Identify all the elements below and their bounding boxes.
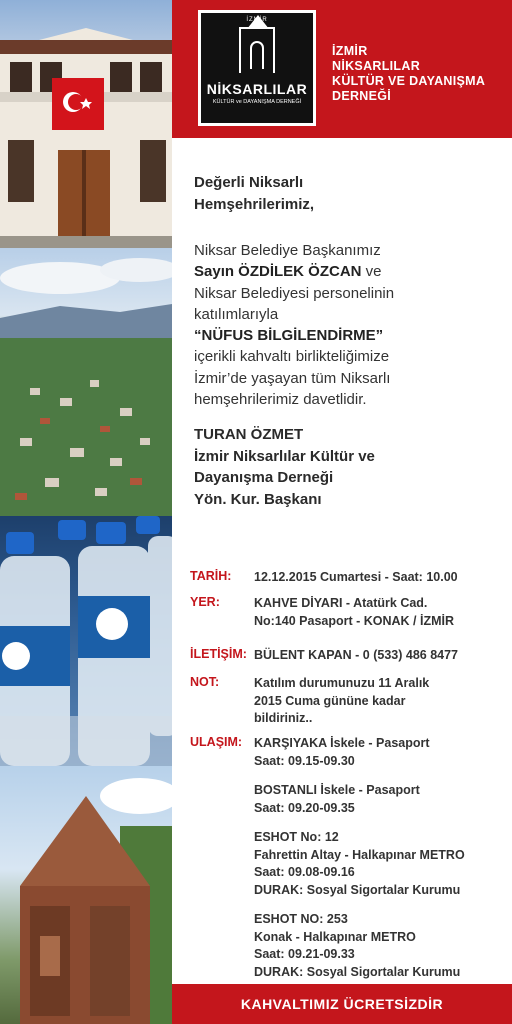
date-value: 12.12.2015 Cumartesi - Saat: 10.00	[254, 570, 458, 584]
message-line: içerikli kahvaltı birlikteliğimize	[194, 348, 390, 366]
message-line: hemşehrilerimiz davetlidir.	[194, 391, 367, 409]
greeting-line: Hemşehrilerimiz,	[194, 196, 315, 213]
historic-tomb-photo	[0, 766, 172, 1024]
note-line: Katılım durumunuzu 11 Aralık	[254, 676, 430, 690]
contact-value: BÜLENT KAPAN - 0 (533) 486 8477	[254, 648, 459, 662]
signer-org: İzmir Niksarlılar Kültür ve	[194, 447, 375, 465]
transport-line: ESHOT No: 12	[254, 830, 339, 844]
message-line	[194, 261, 504, 282]
location-line: No:140 Pasaport - KONAK / İZMİR	[254, 613, 455, 628]
organization-name	[332, 44, 508, 104]
signature-block	[194, 424, 504, 510]
transport-line: KARŞIYAKA İskele - Pasaport	[254, 736, 430, 750]
message-line: Niksar Belediyesi personelinin	[194, 284, 395, 302]
transport-line: Saat: 09.21-09.33	[254, 947, 355, 961]
greeting-line: Değerli Niksarlı	[194, 174, 304, 191]
transport-line: DURAK: Sosyal Sigortalar Kurumu	[254, 882, 461, 897]
invitation-message	[194, 240, 504, 410]
org-line: KÜLTÜR VE DAYANIŞMA	[332, 74, 486, 88]
message-line: katılımlarıyla	[194, 305, 279, 323]
message-line: İzmir’de yaşayan tüm Niksarlı	[194, 369, 391, 387]
transport-line: BOSTANLI İskele - Pasaport	[254, 783, 420, 797]
note-label: NOT:	[190, 675, 220, 689]
building-photo	[0, 0, 172, 248]
greeting	[194, 172, 504, 216]
header-banner	[172, 0, 512, 138]
association-logo	[198, 10, 316, 126]
event-title: “NÜFUS BİLGİLENDİRME”	[194, 327, 384, 345]
signer-name: TURAN ÖZMET	[194, 426, 304, 444]
transport-label: ULAŞIM:	[190, 735, 243, 749]
org-line: DERNEĞİ	[332, 89, 392, 103]
transport-line: ESHOT NO: 253	[254, 912, 348, 926]
transport-line: Saat: 09.08-09.16	[254, 865, 355, 879]
message-line: Niksar Belediye Başkanımız	[194, 242, 381, 259]
transport-line: Saat: 09.20-09.35	[254, 800, 355, 815]
transport-line: DURAK: Sosyal Sigortalar Kurumu	[254, 964, 461, 979]
transport-line: Konak - Halkapınar METRO	[254, 929, 416, 944]
town-landscape-photo	[0, 248, 172, 516]
water-bottles-photo	[0, 516, 172, 766]
invitation-body	[194, 172, 504, 510]
free-breakfast-banner: KAHVALTIMIZ ÜCRETSİZDİR	[172, 984, 512, 1024]
message-fragment: ve	[361, 263, 382, 281]
org-line: İZMİR	[332, 44, 368, 58]
gate-icon	[239, 27, 275, 73]
transport-line: Saat: 09.15-09.30	[254, 753, 355, 768]
location-label: YER:	[190, 595, 220, 609]
note-line: bildiriniz..	[254, 711, 313, 725]
signer-title: Yön. Kur. Başkanı	[194, 490, 322, 508]
logo-top-text: İZMİR	[246, 17, 268, 23]
logo-sub-text: KÜLTÜR ve DAYANIŞMA DERNEĞİ	[212, 99, 302, 105]
logo-main-text: NİKSARLILAR	[206, 81, 308, 97]
date-label: TARİH:	[190, 569, 232, 583]
photo-column	[0, 0, 172, 1024]
location-line: KAHVE DİYARI - Atatürk Cad.	[254, 596, 428, 610]
contact-label: İLETİŞİM:	[190, 647, 247, 661]
signer-org: Dayanışma Derneği	[194, 469, 334, 487]
transport-line: Fahrettin Altay - Halkapınar METRO	[254, 847, 465, 862]
note-line: 2015 Cuma gününe kadar	[254, 693, 406, 708]
org-line: NİKSARLILAR	[332, 59, 421, 73]
mayor-name: Sayın ÖZDİLEK ÖZCAN	[194, 263, 362, 281]
